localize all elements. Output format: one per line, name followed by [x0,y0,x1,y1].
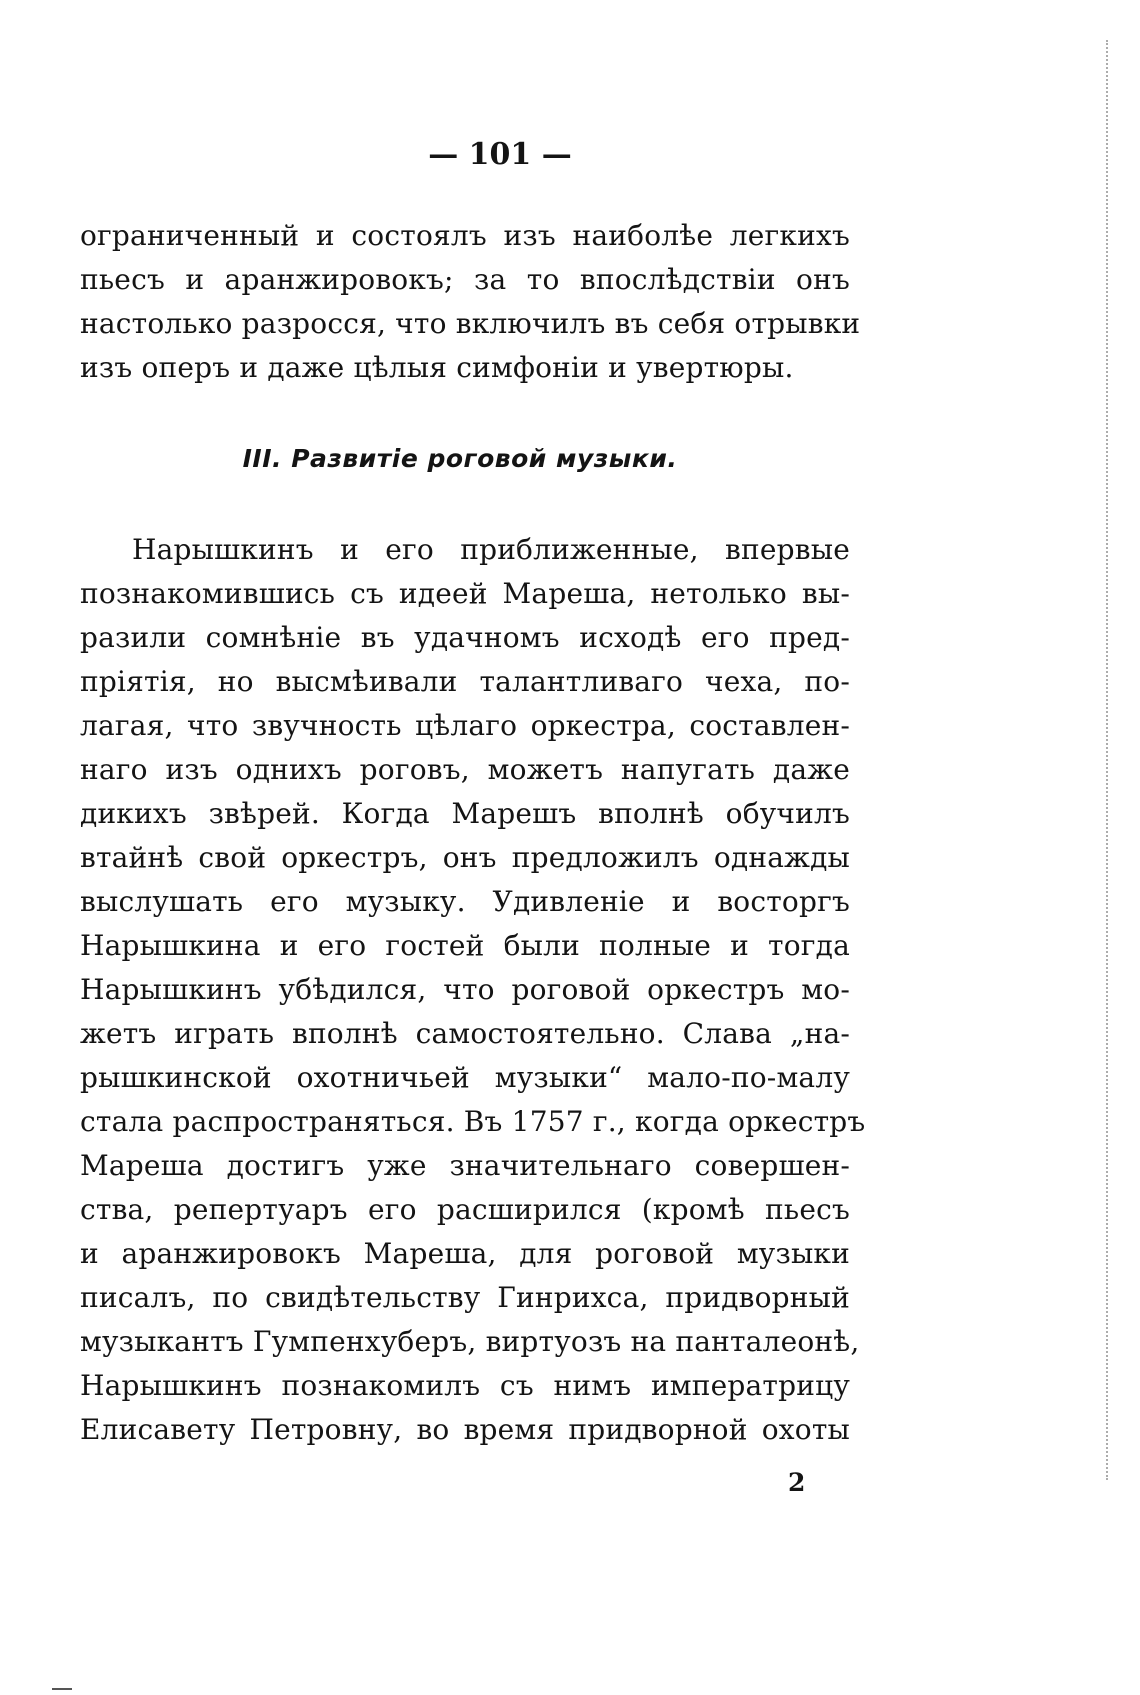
text-line: ограниченный и состоялъ изъ наиболѣе легкихъ [80,219,850,252]
text-line: выслушать его музыку. Удивленіе и восторгъ [80,885,850,918]
text-line: познакомившись съ идеей Мареша, нетолько вы- [80,577,850,610]
text-line: ства, репертуаръ его расширился (кромѣ пьесъ [80,1193,850,1226]
text-line: пріятія, но высмѣивали талантливаго чеха, по- [80,665,850,698]
page-number: — 101 — [428,137,572,172]
text-line: Нарышкина и его гостей были полные и тогда [80,929,850,962]
text-line: разили сомнѣніе въ удачномъ исходѣ его пред- [80,621,850,654]
text-line: жетъ играть вполнѣ самостоятельно. Слава „на- [80,1017,850,1050]
text-line: пьесъ и аранжировокъ; за то впослѣдствіи онъ [80,263,850,296]
section-heading: III. Развитіе роговой музыки. [242,444,678,473]
text-line: Нарышкинъ убѣдился, что роговой оркестръ мо- [80,973,850,1006]
text-line: Нарышкинъ и его приближенные, впервые [132,533,850,566]
text-line: Нарышкинъ познакомилъ съ нимъ императрицу [80,1369,850,1402]
text-line: лагая, что звучность цѣлаго оркестра, составлен- [80,709,850,742]
text-line: Елисавету Петровну, во время придворной охоты [80,1413,850,1446]
signature-mark: 2 [788,1468,806,1497]
text-line: музыкантъ Гумпенхуберъ, виртуозъ на панталеонѣ, [80,1325,860,1358]
text-line: втайнѣ свой оркестръ, онъ предложилъ однажды [80,841,850,874]
text-line: дикихъ звѣрей. Когда Марешъ вполнѣ обучилъ [80,797,850,830]
text-line: Мареша достигъ уже значительнаго совершен- [80,1149,850,1182]
text-line: наго изъ однихъ роговъ, можетъ напугать даже [80,753,850,786]
text-line: изъ оперъ и даже цѣлыя симфоніи и увертюры. [80,351,794,384]
text-line: писалъ, по свидѣтельству Гинрихса, придворный [80,1281,850,1314]
text-line: и аранжировокъ Мареша, для роговой музыки [80,1237,850,1270]
paragraph-continuation [80,214,861,390]
text-line: стала распространяться. Въ 1757 г., когда оркестръ [80,1105,866,1138]
text-line: рышкинской охотничьей музыки“ мало-по-малу [80,1061,850,1094]
binding-edge [1106,40,1112,1480]
scan-mark [52,1688,72,1690]
paragraph-main [80,528,866,1452]
text-line: настолько разросся, что включилъ въ себя отрывки [80,307,861,340]
